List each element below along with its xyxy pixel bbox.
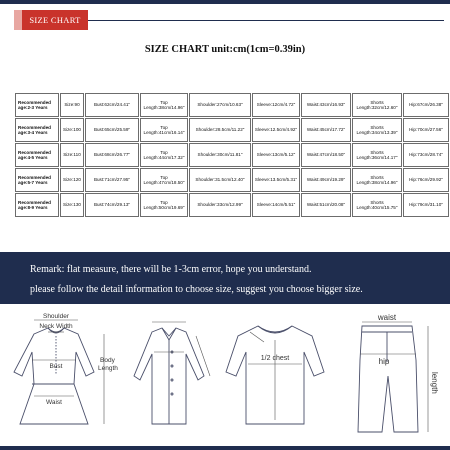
size-cell: Waist:51cm/20.08" xyxy=(301,193,351,217)
age-cell: Recommended age:8-9 Years xyxy=(15,193,59,217)
pants-waist-label: waist xyxy=(377,313,397,322)
size-cell: Waist:45cm/17.72" xyxy=(301,118,351,142)
bottom-border xyxy=(0,446,450,450)
size-cell: Size:120 xyxy=(60,168,84,192)
dress-outline xyxy=(14,328,94,424)
dress-neck-label: Neck Width xyxy=(39,323,73,330)
dress-diagram xyxy=(4,312,122,444)
size-cell: Shoulder:31.5cm/12.40" xyxy=(189,168,251,192)
size-cell: Sleeve:13.5cm/5.31" xyxy=(252,168,300,192)
tshirt-chest-label: 1/2 chest xyxy=(260,355,290,362)
size-cell: Shoulder:27cm/10.63" xyxy=(189,93,251,117)
size-table xyxy=(14,92,450,218)
size-cell: Waist:43cm/16.93" xyxy=(301,93,351,117)
age-cell: Recommended age:3-4 Years xyxy=(15,118,59,142)
size-cell: Sleeve:13cm/5.12" xyxy=(252,143,300,167)
size-chart-tag-label: SIZE CHART xyxy=(29,15,81,25)
size-cell: Shoulder:28.5cm/11.22" xyxy=(189,118,251,142)
size-cell: Shorts Length:36cm/14.17" xyxy=(352,143,402,167)
pants-outline xyxy=(358,326,418,432)
follow-text: please follow the detail information to choose size, suggest you choose bigger size. xyxy=(30,284,363,295)
size-cell: Bust:62cm/24.41" xyxy=(85,93,139,117)
dress-body-label: Body xyxy=(100,357,115,364)
size-cell: Sleeve:12cm/4.72" xyxy=(252,93,300,117)
table-row xyxy=(15,118,449,142)
dress-length-label: Length xyxy=(98,365,118,372)
size-cell: Size:110 xyxy=(60,143,84,167)
size-cell: Waist:49cm/19.29" xyxy=(301,168,351,192)
size-cell: Hip:73cm/28.74" xyxy=(403,143,449,167)
shirt-outline xyxy=(134,328,204,424)
table-row xyxy=(15,93,449,117)
size-chart-tag xyxy=(22,10,88,30)
table-row xyxy=(15,143,449,167)
age-cell: Recommended age:5-7 Years xyxy=(15,168,59,192)
size-cell: Sleeve:12.5cm/4.92" xyxy=(252,118,300,142)
table-row xyxy=(15,193,449,217)
size-cell: Shorts Length:38cm/14.96" xyxy=(352,168,402,192)
size-cell: Sleeve:14cm/5.51" xyxy=(252,193,300,217)
tshirt-diagram xyxy=(220,312,330,444)
size-table-body xyxy=(15,93,449,217)
size-cell: Top Length:38cm/14.96" xyxy=(140,93,188,117)
size-cell: Size:100 xyxy=(60,118,84,142)
age-cell: Recommended age:2-3 Years xyxy=(15,93,59,117)
size-cell: Top Length:47cm/18.50" xyxy=(140,168,188,192)
size-cell: Shorts Length:32cm/12.60" xyxy=(352,93,402,117)
size-cell: Bust:65cm/25.59" xyxy=(85,118,139,142)
size-cell: Hip:76cm/29.92" xyxy=(403,168,449,192)
pants-diagram xyxy=(336,312,446,444)
size-cell: Size:90 xyxy=(60,93,84,117)
remark-band xyxy=(0,252,450,304)
dress-waist-label: Waist xyxy=(45,399,63,406)
header-rule xyxy=(72,20,444,21)
size-cell: Bust:74cm/29.13" xyxy=(85,193,139,217)
pants-hip-label: hip xyxy=(378,357,390,366)
dress-bust-label: Bust xyxy=(49,363,63,370)
size-cell: Bust:71cm/27.95" xyxy=(85,168,139,192)
size-cell: Hip:67cm/26.38" xyxy=(403,93,449,117)
remark-text: Remark: flat measure, there will be 1-3cm error, hope you understand. xyxy=(30,264,312,275)
tshirt-guides xyxy=(248,332,302,420)
age-cell: Recommended age:4-5 Years xyxy=(15,143,59,167)
size-cell: Bust:68cm/26.77" xyxy=(85,143,139,167)
table-row xyxy=(15,168,449,192)
size-cell: Waist:47cm/18.50" xyxy=(301,143,351,167)
size-cell: Hip:79cm/31.10" xyxy=(403,193,449,217)
size-cell: Top Length:41cm/16.14" xyxy=(140,118,188,142)
size-cell: Top Length:50cm/19.69" xyxy=(140,193,188,217)
top-border xyxy=(0,0,450,4)
tag-accent xyxy=(14,10,22,30)
size-cell: Size:130 xyxy=(60,193,84,217)
shirt-diagram xyxy=(124,312,214,444)
pants-length-label: length xyxy=(430,372,439,394)
size-cell: Shorts Length:40cm/15.75" xyxy=(352,193,402,217)
size-cell: Shoulder:30cm/11.81" xyxy=(189,143,251,167)
size-cell: Shoulder:33cm/12.99" xyxy=(189,193,251,217)
dress-shoulder-label: Shoulder xyxy=(42,313,70,320)
size-cell: Shorts Length:34cm/13.39" xyxy=(352,118,402,142)
size-cell: Top Length:44cm/17.32" xyxy=(140,143,188,167)
size-cell: Hip:70cm/27.56" xyxy=(403,118,449,142)
chart-title: SIZE CHART unit:cm(1cm=0.39in) xyxy=(144,44,306,55)
